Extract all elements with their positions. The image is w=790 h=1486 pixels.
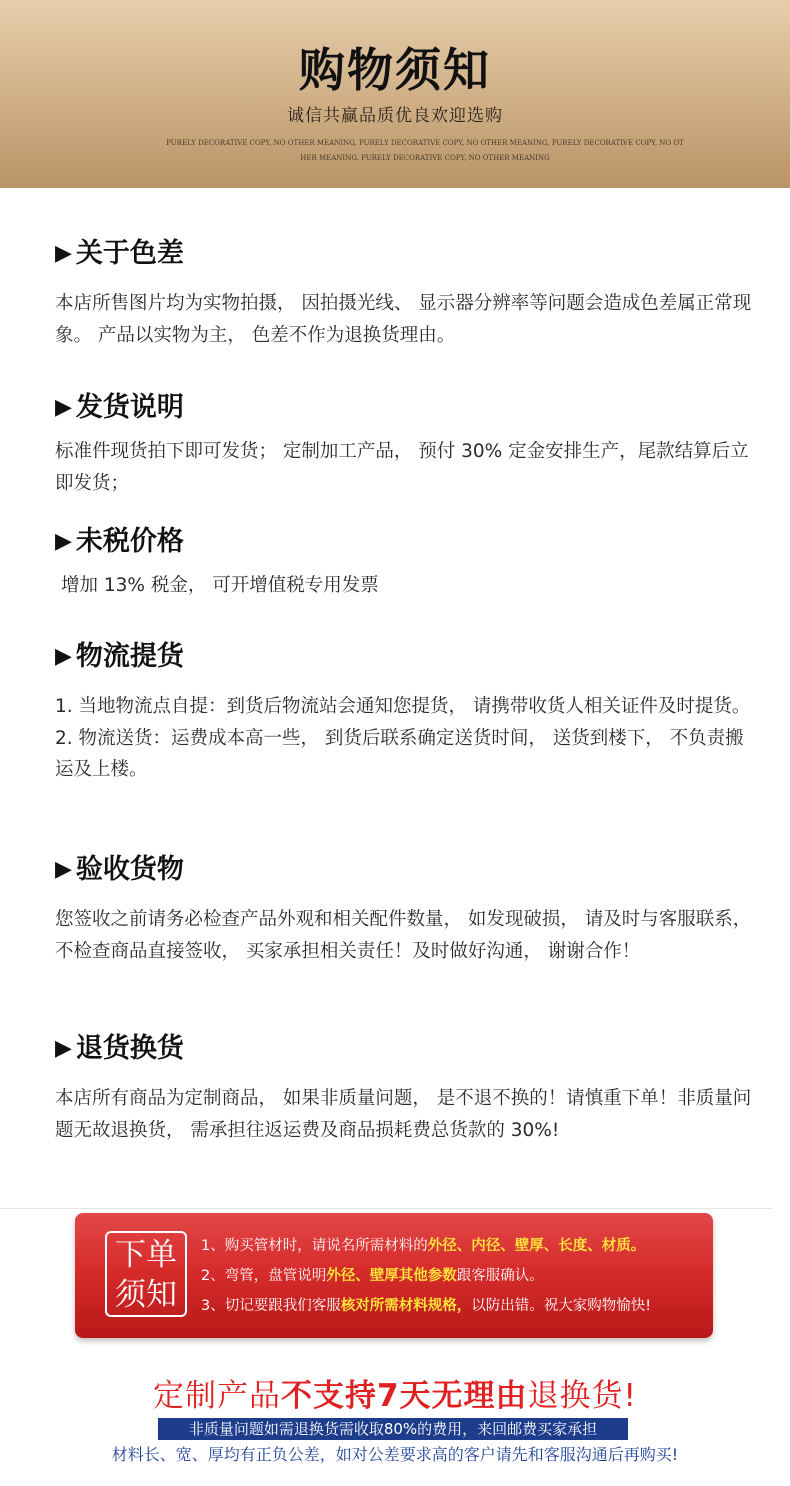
section-title: 未税价格: [75, 526, 184, 557]
triangle-bullet-icon: ▶: [55, 1036, 72, 1061]
section-shipping: [55, 390, 755, 499]
triangle-bullet-icon: ▶: [55, 529, 72, 554]
section-logistics: [55, 639, 755, 786]
section-text: 本店所有商品为定制商品， 如果非质量问题， 是不退不换的！请慎重下单！非质量问题无故退换货， 需承担往返运费及商品损耗费总货款的 30%!: [55, 1088, 752, 1141]
order-notice-banner: [75, 1213, 713, 1338]
section-text: 本店所售图片均为实物拍摄， 因拍摄光线、 显示器分辨率等问题会造成色差属正常现象。 产品以实物为主， 色差不作为退换货理由。: [55, 293, 752, 346]
order-notice-list: [201, 1231, 706, 1321]
section-title: 关于色差: [75, 238, 184, 269]
section-title: 物流提货: [75, 641, 184, 672]
section-text: 1. 当地物流点自提：到货后物流站会通知您提货， 请携带收货人相关证件及时提货。: [55, 696, 751, 717]
decorative-copy: PURELY DECORATIVE COPY, NO OTHER MEANING, PURELY DECORATIVE COPY, NO OTHER MEANING, PURELY DECORATIVE COPY, NO OTHER MEANING, PURELY DECORATIVE COPY, NO OTHER MEANING: [166, 139, 684, 162]
triangle-bullet-icon: ▶: [55, 644, 72, 669]
section-title: 退货换货: [75, 1033, 184, 1064]
order-notice-item: 2、弯管，盘管说明外径、壁厚其他参数跟客服确认。: [201, 1268, 544, 1284]
section-inspection: [55, 852, 755, 967]
triangle-bullet-icon: ▶: [55, 241, 72, 266]
tolerance-notice: 材料长、宽、厚均有正负公差，如对公差要求高的客户请先和客服沟通后再购买!: [111, 1445, 679, 1464]
section-color-difference: [55, 236, 755, 351]
section-text: 增加 13% 税金， 可开增值税专用发票: [61, 575, 379, 596]
custom-product-notice: 定制产品不支持7天无理由退换货!: [152, 1378, 637, 1414]
triangle-bullet-icon: ▶: [55, 395, 72, 420]
section-title: 验收货物: [75, 854, 184, 885]
triangle-bullet-icon: ▶: [55, 857, 72, 882]
section-text: 标准件现货拍下即可发货； 定制加工产品， 预付 30% 定金安排生产，尾款结算后立即发货；: [55, 441, 749, 494]
divider: [0, 1208, 772, 1209]
order-notice-badge: 下单 须知: [105, 1231, 187, 1317]
section-text: 2. 物流送货：运费成本高一些， 到货后联系确定送货时间， 送货到楼下， 不负责搬运及上楼。: [55, 727, 744, 780]
order-notice-item: 1、购买管材时，请说名所需材料的外径、内径、壁厚、长度、材质。: [201, 1238, 646, 1254]
section-text: 您签收之前请务必检查产品外观和相关配件数量， 如发现破损， 请及时与客服联系， 不检查商品直接签收， 买家承担相关责任！及时做好沟通， 谢谢合作！: [55, 909, 752, 962]
return-fee-notice: 非质量问题如需退换货需收取80%的费用，来回邮费买家承担: [158, 1418, 628, 1440]
section-title: 发货说明: [75, 392, 184, 423]
section-tax-price: [55, 524, 755, 602]
page-subtitle: 诚信共赢品质优良欢迎选购: [287, 106, 503, 126]
header-banner: [0, 0, 790, 188]
section-returns: [55, 1031, 755, 1146]
order-notice-item: 3、切记要跟我们客服核对所需材料规格，以防出错。祝大家购物愉快!: [201, 1298, 652, 1314]
page-title: 购物须知: [299, 43, 491, 97]
